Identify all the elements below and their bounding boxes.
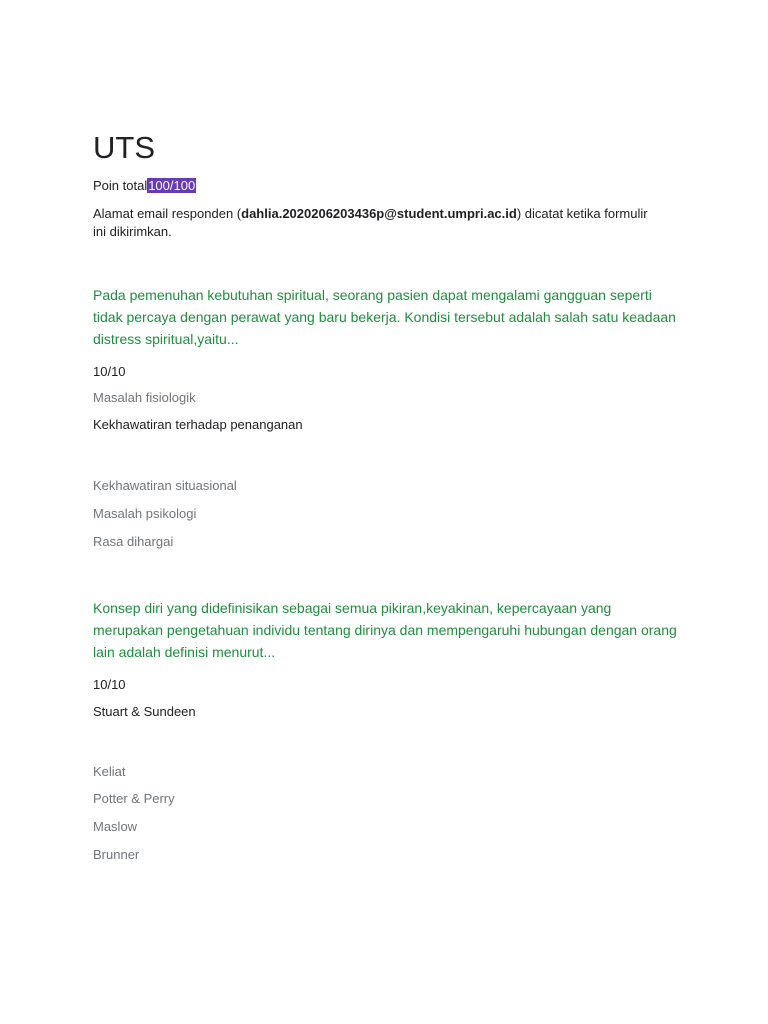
form-title: UTS xyxy=(93,130,155,165)
question-1-text: Pada pemenuhan kebutuhan spiritual, seorang pasien dapat mengalami gangguan seperti tidak percaya dengan perawat yang baru bekerja. Kondisi tersebut adalah salah satu keadaan distress spiritual,yaitu... xyxy=(93,287,676,347)
email-note-prefix: Alamat email responden ( xyxy=(93,206,242,221)
points-value: 100/100 xyxy=(148,178,196,193)
points-label: Poin total xyxy=(93,178,148,193)
question-1-option-1: Masalah fisiologik xyxy=(93,390,196,405)
question-2-option-5: Brunner xyxy=(93,847,140,862)
question-1-selected-option: Kekhawatiran terhadap penanganan xyxy=(93,417,303,432)
question-2-selected-option: Stuart & Sundeen xyxy=(93,704,196,719)
question-2-option-4: Maslow xyxy=(93,819,138,834)
respondent-email-note xyxy=(93,205,653,241)
question-1-score: 10/10 xyxy=(93,364,126,379)
question-2-option-3: Potter & Perry xyxy=(93,791,175,806)
question-1-option-5: Rasa dihargai xyxy=(93,534,174,549)
points-total xyxy=(93,177,196,195)
question-1-option-4: Masalah psikologi xyxy=(93,506,197,521)
question-2-text: Konsep diri yang didefinisikan sebagai semua pikiran,keyakinan, kepercayaan yang merupakan pengetahuan individu tentang dirinya dan mempengaruhi hubungan dengan orang lain adalah definisi menurut... xyxy=(93,600,677,660)
email-note-suffix: ) dicatat ketika formulir ini dikirimkan. xyxy=(93,206,648,239)
question-1-option-3: Kekhawatiran situasional xyxy=(93,478,237,493)
question-2-score: 10/10 xyxy=(93,677,126,692)
question-2-option-2: Keliat xyxy=(93,764,126,779)
respondent-email: dahlia.2020206203436p@student.umpri.ac.id xyxy=(241,206,517,221)
